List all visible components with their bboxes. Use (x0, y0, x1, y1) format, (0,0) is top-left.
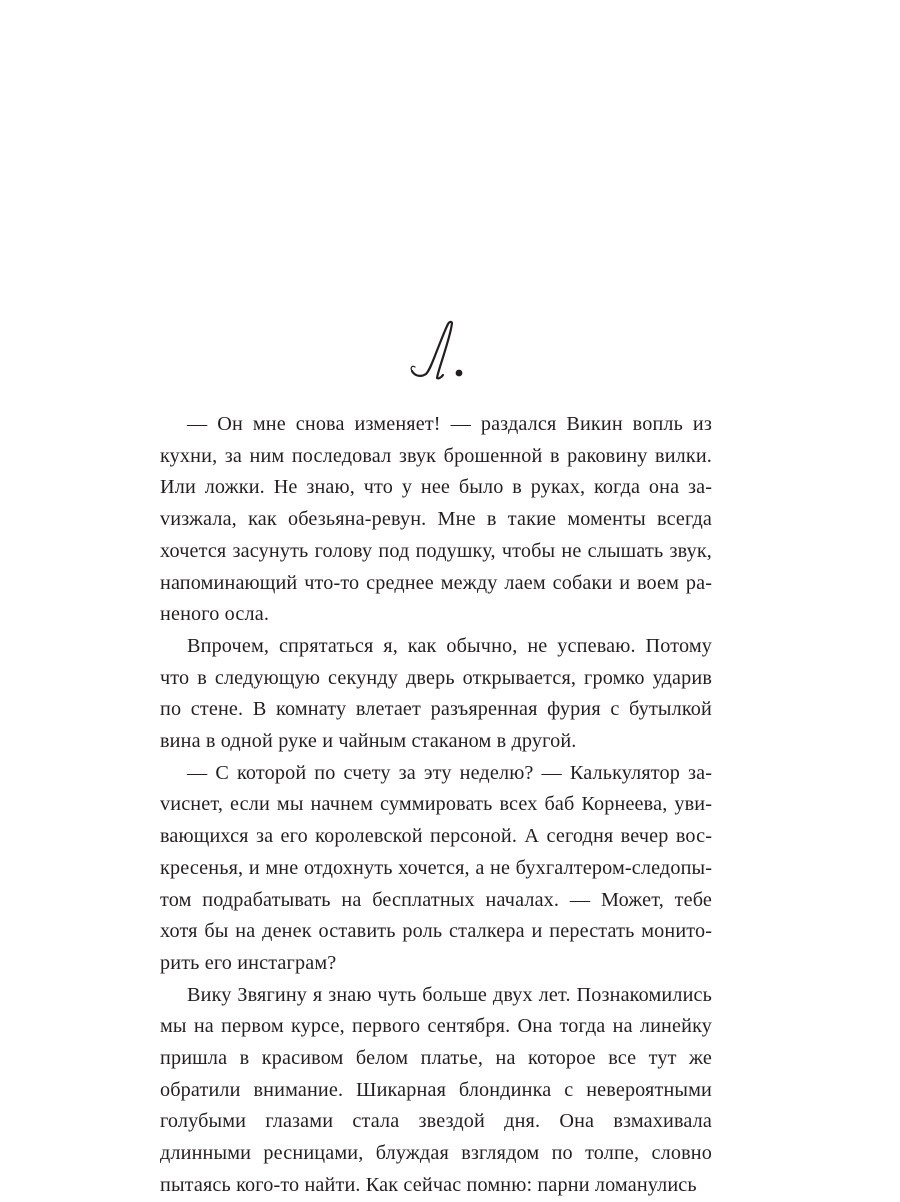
chapter-body (160, 409, 712, 1202)
numeral-one-stroke (412, 322, 452, 378)
paragraph: — Он мне снова изменяет! — раздался Викин вопль из кухни, за ним последовал звук брошенной в раковину вилки. Или ложки. Не знаю, что у нее было в руках, когда она заvизжала, как обезьяна-ревун. Мне в такие моменты всегда хочется засунуть голову под подушку, чтобы не слышать звук, напоминающий что-то среднее между лаем собаки и воем раненого осла. (160, 413, 712, 626)
paragraph: Впрочем, спрятаться я, как обычно, не успеваю. Потому что в следующую секунду дверь открывается, громко ударив по стене. В комнату влетает разъяренная фурия с бутылкой вина в одной руке и чайным стаканом в другой. (160, 634, 712, 753)
numeral-period (456, 370, 463, 377)
chapter-number-script-glyph (360, 312, 540, 392)
numeral-one-hairline (411, 366, 415, 371)
chapter-number-text (360, 392, 361, 393)
paragraph: — С которой по счету за эту неделю? — Калькулятор заvиснет, если мы начнем суммировать всех баб Корнеева, увивающихся за его королевской персоной. А сегодня вечер воскресенья, и мне отдохнуть хочется, а не бухгалтером-следопытом подрабатывать на бесплатных началах. — Может, тебе хотя бы на денек оставить роль сталкера и перестать мониторить его инстаграм? (160, 761, 712, 974)
chapter-number (360, 312, 540, 392)
paragraph: Вику Звягину я знаю чуть больше двух лет. Познакомились мы на первом курсе, первого сентября. Она тогда на линейку пришла в красивом белом платье, на которое все тут же обратили внимание. Шикарная блондинка с невероятными голубыми глазами стала звездой дня. Она взмахивала длинными ресницами, блуждая взглядом по толпе, словно пытаясь кого-то найти. Как сейчас помню: парни ломанулись (160, 983, 712, 1196)
